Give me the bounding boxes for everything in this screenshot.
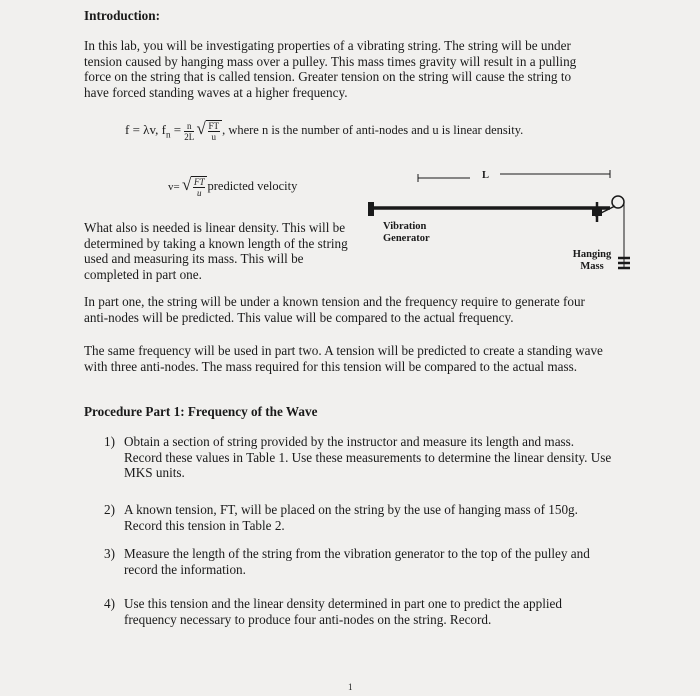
velocity-sqrt: [191, 176, 208, 198]
formula-fraction: [184, 121, 194, 142]
formula-prefix: f = λv, f: [125, 121, 166, 137]
formula-sqrt: [206, 120, 223, 142]
mass-label: Hanging Mass: [572, 249, 612, 272]
procedure-item-3-number: 3): [104, 546, 115, 561]
sqrt-numerator: √ FT: [208, 121, 220, 131]
velocity-formula: [168, 176, 297, 198]
formula-suffix: , where n is the number of anti-nodes and u is linear density.: [222, 122, 524, 137]
intro-paragraph-1: In this lab, you will be investigating properties of a vibrating string. The string will be under tension caused by hanging mass over a pulley. This mass times gravity will result in a pulling force on the string that is called tension. Greater tension on the string will cause the string to have forced standing waves at a higher frequency.: [84, 38, 577, 100]
fraction-numerator: n: [184, 121, 194, 132]
velocity-prefix: v=: [168, 180, 180, 193]
pulley-icon: [612, 196, 624, 208]
procedure-item-3: Measure the length of the string from the vibration generator to the top of the pulley and record the information.: [124, 546, 590, 577]
page-number: 1: [348, 682, 353, 692]
wave-formula: [125, 120, 523, 142]
procedure-heading: Procedure Part 1: Frequency of the Wave: [84, 404, 318, 419]
formula-subscript: n: [165, 129, 171, 140]
procedure-item-2: A known tension, FT, will be placed on the string by the use of hanging mass of 150g. Record this tension in Table 2.: [124, 502, 578, 533]
formula-equals: =: [173, 121, 182, 137]
velocity-denominator: u: [196, 188, 202, 198]
sqrt-denominator: u: [211, 132, 217, 142]
procedure-item-4-number: 4): [104, 596, 115, 611]
intro-heading: Introduction:: [84, 8, 160, 23]
intro-paragraph-3: In part one, the string will be under a known tension and the frequency require to generate four anti-nodes will be predicted. This value will be compared to the actual frequency.: [84, 294, 585, 325]
procedure-item-1-number: 1): [104, 434, 115, 449]
intro-paragraph-2: What also is needed is linear density. This will be determined by taking a known length of the string used and measuring its mass. This will be completed in part one.: [84, 220, 348, 282]
generator-label: Vibration Generator: [383, 221, 430, 244]
intro-paragraph-4: The same frequency will be used in part two. A tension will be predicted to create a standing wave with three anti-nodes. The mass required for this tension will be compared to the actual mass.: [84, 343, 603, 374]
velocity-numerator: √ FT: [193, 177, 205, 187]
procedure-item-4: Use this tension and the linear density determined in part one to predict the applied frequency necessary to produce four anti-nodes on the string. Record.: [124, 596, 562, 627]
fraction-denominator: 2L: [184, 131, 195, 142]
procedure-item-2-number: 2): [104, 502, 115, 517]
generator-post: [368, 202, 374, 216]
length-label: L: [482, 170, 490, 181]
velocity-label: predicted velocity: [207, 178, 298, 193]
procedure-item-1: Obtain a section of string provided by the instructor and measure its length and mass. Record these values in Table 1. Use these measurements to determine the linear density. Use MKS units.: [124, 434, 612, 480]
